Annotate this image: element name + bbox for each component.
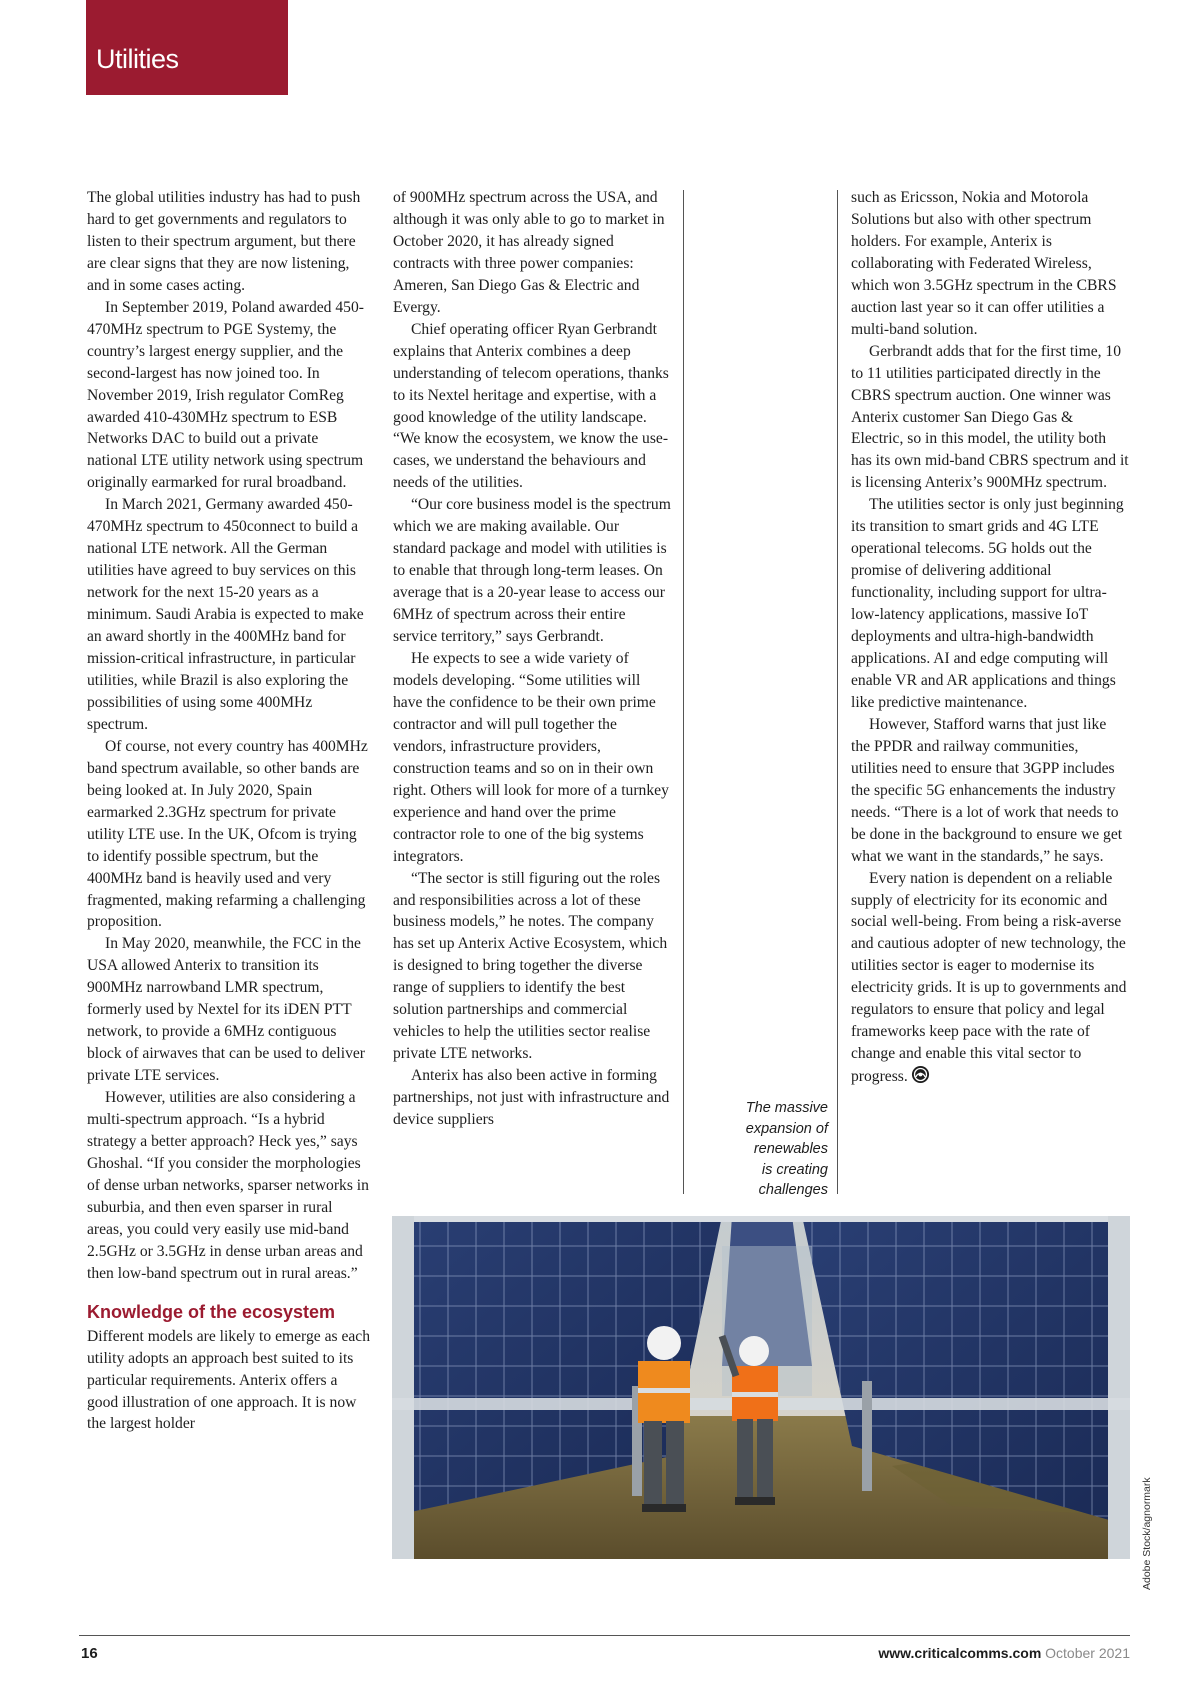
issue-date: October 2021 [1045,1645,1130,1661]
paragraph: “The sector is still figuring out the roles and responsibilities across a lot of these business models,” he notes. The company has set up Anterix Active Ecosystem, which is designed to bring together the diverse range of suppliers to identify the best solution partnerships and commercial vehicles to help the utilities sector realise private LTE networks. [393,869,668,1063]
paragraph: Different models are likely to emerge as each utility adopts an approach best suited to its particular requirements. Anterix offers a good illustration of one approach. It is now the largest holder [87,1327,371,1433]
paragraph: In March 2021, Germany awarded 450-470MHz spectrum to 450connect to build a national LTE network. All the German utilities have agreed to buy services on this network for the next 15-20 years as a minimum. Saudi Arabia is expected to make an award shortly in the 400MHz band for mission-critical infrastructure, in particular utilities, while Brazil is also exploring the possibilities of using some 400MHz spectrum. [87,496,364,733]
subheading: Knowledge of the ecosystem [87,1301,336,1322]
caption-line: challenges [758,1182,828,1198]
solar-farm-photo [392,1216,1130,1559]
photo-illustration [392,1216,1130,1559]
caption-line: is creating [761,1161,828,1178]
paragraph: such as Ericsson, Nokia and Motorola Solutions but also with other spectrum holders. For example, Anterix is collaborating with Federated Wireless, which won 3.5GHz spectrum in the CBRS auction last year so it can offer utilities a multi-band solution. [851,189,1117,338]
last-paragraph [851,868,1129,1089]
paragraph: He expects to see a wide variety of models developing. “Some utilities will have the confidence to be their own prime contractor and will pull together the vendors, infrastructure providers, construction teams and so on in their own right. Others will look for more of a turnkey experience and hand over the prime contractor role to one of the big systems integrators. [393,650,669,865]
end-of-article-icon [911,1065,930,1084]
caption-line: expansion of [745,1120,828,1137]
paragraph: Of course, not every country has 400MHz band spectrum available, so other bands are being looked at. In July 2020, Spain earmarked 2.3GHz spectrum for private utility LTE use. In the UK, Ofcom is trying to identify possible spectrum, but the 400MHz band is heavily used and very fragmented, making refarming a challenging proposition. [87,737,368,931]
paragraph: The global utilities industry has had to push hard to get governments and regulators to listen to their spectrum argument, but there are clear signs that they are now listening, and in some cases acting. [87,189,361,294]
paragraph: Chief operating officer Ryan Gerbrandt explains that Anterix combines a deep understanding of telecom operations, thanks to its Nextel heritage and expertise, with a good knowledge of the utility landscape. “We know the ecosystem, we know the use-cases, we understand the behaviours and needs of the utilities. [393,320,669,492]
column-3 [851,187,1129,1088]
paragraph: However, Stafford warns that just like the PPDR and railway communities, utilities need to ensure that 3GPP includes the specific 5G enhancements the industry needs. “There is a lot of work that needs to be done in the background to ensure we get what we want in the standards,” he says. [851,715,1123,865]
column-2 [393,187,671,1131]
paragraph: of 900MHz spectrum across the USA, and although it was only able to go to market in October 2020, it has already signed contracts with three power companies: Ameren, San Diego Gas & Electric and Evergy. [393,189,665,316]
caption-line: The massive [745,1100,828,1116]
column-1 [87,187,371,1435]
footer-divider [79,1635,1130,1636]
section-label: Utilities [96,44,179,74]
column-divider [683,190,684,1194]
section-tab [86,0,288,95]
paragraph: Gerbrandt adds that for the first time, 10 to 11 utilities participated directly in the CBRS spectrum auction. One winner was Anterix customer San Diego Gas & Electric, so in this model, the utility both has its own mid-band CBRS spectrum and it is licensing Anterix’s 900MHz spectrum. [851,342,1129,492]
paragraph: However, utilities are also considering a multi-spectrum approach. “Is a hybrid strategy a better approach? Heck yes,” says Ghoshal. “If you consider the morphologies of dense urban networks, sparser networks in suburbia, and then even sparser in rural areas, you could very easily use mid-band 2.5GHz or 3.5GHz in dense urban areas and then low-band spectrum out in rural areas.” [87,1089,369,1282]
caption-line: renewables [753,1141,828,1157]
paragraph: The utilities sector is only just beginning its transition to smart grids and 4G LTE operational telecoms. 5G holds out the promise of delivering additional functionality, including support for ultra-low-latency applications, massive IoT deployments and ultra-high-bandwidth applications. AI and edge computing will enable VR and AR applications and things like predictive maintenance. [851,496,1124,711]
photo-credit: Adobe Stock/agnormark [1141,1477,1153,1590]
photo-caption [718,1098,828,1201]
page-number: 16 [81,1645,98,1662]
paragraph: In May 2020, meanwhile, the FCC in the USA allowed Anterix to transition its 900MHz narrowband LMR spectrum, formerly used by Nextel for its iDEN PTT network, to provide a 6MHz contiguous block of airwaves that can be used to deliver private LTE services. [87,935,365,1085]
paragraph: Anterix has also been active in forming partnerships, not just with infrastructure and device suppliers [393,1067,670,1129]
column-divider [837,190,838,1194]
website-link[interactable]: www.criticalcomms.com [878,1645,1042,1661]
paragraph: “Our core business model is the spectrum which we are making available. Our standard package and model with utilities is to enable that through long-term leases. On average that is a 20-year lease to access our 6MHz of spectrum across their entire service territory,” says Gerbrandt. [393,496,671,646]
footer-publication [878,1645,1130,1661]
paragraph-text: Every nation is dependent on a reliable supply of electricity for its economic and social well-being. From being a risk-averse and cautious adopter of new technology, the utilities sector is eager to modernise its electricity grids. It is up to governments and regulators to ensure that policy and legal frameworks keep pace with the rate of change and enable this vital sector to progress. [851,869,1127,1086]
paragraph: In September 2019, Poland awarded 450-470MHz spectrum to PGE Systemy, the country’s largest energy supplier, and the second-largest has now joined too. In November 2019, Irish regulator ComReg awarded 410-430MHz spectrum to ESB Networks DAC to build out a private national LTE utility network using spectrum originally earmarked for rural broadband. [87,298,364,492]
